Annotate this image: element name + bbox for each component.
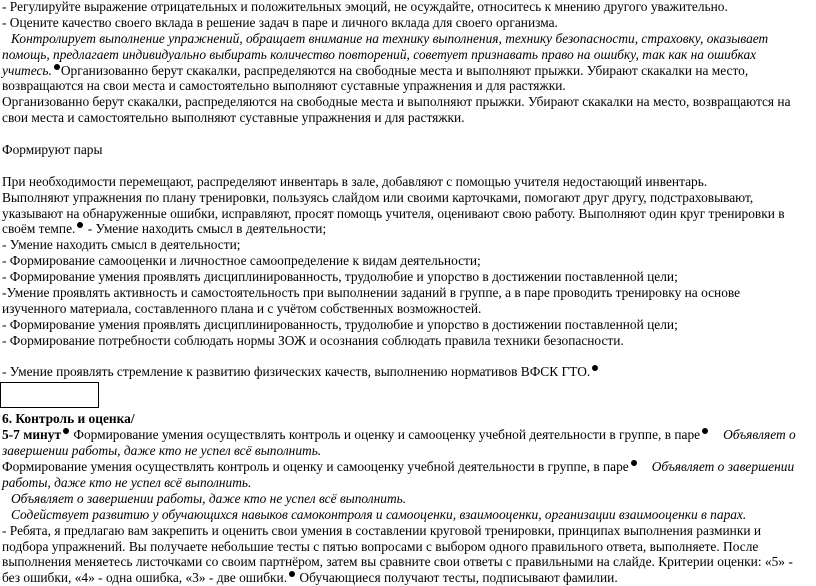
inline-text: без ошибки, «4» - одна ошибка, «3» - две ошибки. (2, 570, 288, 586)
inline-text: своём темпе. (2, 221, 76, 237)
section-heading: 6. Контроль и оценка/ (2, 411, 135, 427)
text-line: Контролирует выполнение упражнений, обращает внимание на технику выполнения, технику безопасности, страховку, оказывает (11, 30, 769, 46)
text-line: - Ребята, я предлагаю вам закрепить и оценить свои умения в составлении круговой тренировки, принципах выполнения разминки и (2, 522, 762, 538)
text-line: работы, даже кто не успел всё выполнить. (2, 474, 252, 490)
bullet-icon (63, 428, 69, 434)
text-line: - Формирование умения проявлять дисциплинированность, трудолюбие и упорство в достижении поставленной цели; (2, 269, 678, 285)
text-line: Формируют пары (2, 142, 103, 158)
bullet-icon (77, 222, 83, 228)
text-line: При необходимости перемещают, распределяют инвентарь в зале, добавляют с помощью учителя недостающий инвентарь. (2, 173, 708, 189)
text-line (2, 221, 812, 237)
document-page (2, 0, 812, 586)
time-label: 5-7 минут (2, 427, 62, 443)
text-line (2, 570, 812, 586)
inline-text: - Умение проявлять стремление к развитию физических качеств, выполнению нормативов ВФСК ГТО. (2, 364, 591, 380)
text-line: - Регулируйте выражение отрицательных и положительных эмоций, не осуждайте, относитесь к мнению другого уважительно. (2, 0, 728, 14)
text-line: изученного материала, составленного плана и с учётом собственных возможностей. (2, 300, 482, 316)
text-line: Объявляет о завершении работы, даже кто не успел всё выполнить. (11, 490, 407, 506)
blank-line (2, 126, 812, 142)
text-line: - Формирование умения проявлять дисциплинированность, трудолюбие и упорство в достижении поставленной цели; (2, 316, 678, 332)
text-line (2, 364, 812, 380)
text-line: - Формирование самооценки и личностное самоопределение к видам деятельности; (2, 253, 481, 269)
blank-line (2, 158, 812, 174)
text-line: - Умение находить смысл в деятельности; (2, 237, 241, 253)
text-line: - Формирование потребности соблюдать нормы ЗОЖ и осознания соблюдать правила техники безопасности. (2, 332, 624, 348)
text-line (2, 427, 812, 443)
bullet-icon (702, 428, 708, 434)
empty-table-cell (0, 382, 99, 408)
text-line: помощь, предлагает индивидуально выбирать количество повторений, советует признавать право на ошибку, так как на ошибках (2, 46, 757, 62)
text-line: -Умение проявлять активность и самостоятельность при выполнении заданий в группе, а в паре проводить тренировку на основе (2, 285, 741, 301)
bullet-icon (631, 460, 637, 466)
bullet-icon (289, 571, 295, 577)
inline-text: Формирование умения осуществлять контроль и оценку и самооценку учебной деятельности в группе, в паре (70, 427, 701, 443)
text-line: завершении работы, даже кто не успел всё выполнить. (2, 443, 322, 459)
text-line: Организованно берут скакалки, распределяются на свободные места и выполняют прыжки. Убирают скакалки на место, возвращаются на (2, 94, 791, 110)
blank-line (2, 349, 812, 365)
inline-text: Организованно берут скакалки, распределяются на свободные места и выполняют прыжки. Убирают скакалки на место, (60, 62, 749, 78)
text-line: указывают на обнаруженные ошибки, исправляют, просят помощь учителя, оценивают свою работу. Выполняют один круг тренировки в (2, 205, 785, 221)
text-line: подбора упражнений. Вы получаете небольшие тесты с пятью вопросами с выбором одного правильного ответа, выполняете. После (2, 538, 759, 554)
text-line: свои места и самостоятельно выполняют суставные упражнения и для растяжки. (2, 110, 465, 126)
inline-text: Формирование умения осуществлять контроль и оценку и самооценку учебной деятельности в группе, в паре (2, 459, 629, 475)
italic-text: учитесь. (2, 62, 52, 78)
text-line: возвращаются на свои места и самостоятельно выполняют суставные упражнения и для растяжки. (2, 78, 566, 94)
text-line: выполнения меняетесь листочками со своим партнёром, затем вы сравните свои ответы с правильными на слайде. Критерии оценки: «5» - (2, 554, 793, 570)
bullet-icon (592, 365, 598, 371)
italic-text: Объявляет о (723, 427, 796, 443)
bullet-icon (54, 64, 60, 70)
italic-text: Объявляет о завершении (651, 459, 795, 475)
text-line (2, 63, 812, 79)
text-line: Выполняют упражнения по плану тренировки, пользуясь слайдом или своими карточками, помогают друг другу, подстраховывают, (2, 189, 754, 205)
text-line: - Оцените качество своего вклада в решение задач в паре и личного вклада для своего организма. (2, 14, 558, 30)
inline-text: Обучающиеся получают тесты, подписывают фамилии. (296, 570, 618, 586)
text-line: Содействует развитию у обучающихся навыков самоконтроля и самооценки, взаимооценки, организации взаимооценки в парах. (11, 506, 747, 522)
text-line (2, 459, 812, 475)
inline-text: - Умение находить смысл в деятельности; (84, 221, 327, 237)
